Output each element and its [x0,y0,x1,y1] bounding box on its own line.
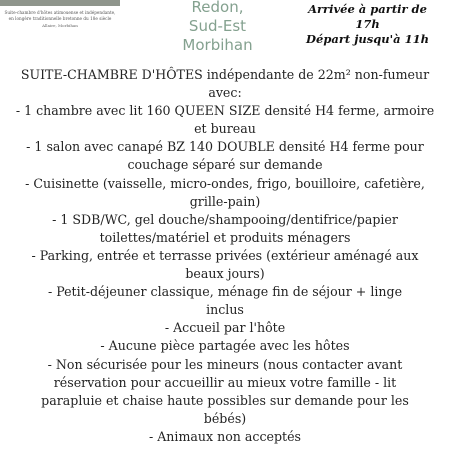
description-line: et bureau [194,121,256,137]
description-line: - Non sécurisée pour les mineurs (nous contacter avant [47,356,403,372]
description-line: - Petit-déjeuner classique, ménage fin de séjour + linge [47,284,403,300]
description-line: avec: [208,85,242,101]
logo-tagline-1: Suite-chambre d'hôtes atimouense et indépendante, [4,10,116,15]
description-line: - Cuisinette (vaisselle, micro-ondes, frigo, bouilloire, cafetière, [25,175,425,191]
description-line: réservation pour accueillir au mieux votre famille - lit [53,374,397,390]
description-line: inclus [206,302,244,318]
description-line: - Aucune pièce partagée avec les hôtes [100,338,350,354]
location-line-2: Sud-Est [188,17,247,35]
logo-tagline-2: en longère traditionnelle bretonne du 18e siècle [8,16,112,21]
location-line-1: Redon, [191,0,244,16]
description-line: toilettes/matériel et produits ménagers [99,229,351,245]
departure-label: Départ jusqu'à 11h [306,32,429,46]
location [155,0,280,55]
description-line: - Accueil par l'hôte [164,320,286,336]
description-line: beaux jours) [185,266,265,282]
description-line: SUITE-CHAMBRE D'HÔTES indépendante de 22m² non-fumeur [20,67,430,82]
description-line: grille-pain) [189,193,261,209]
description-body [14,66,436,446]
description-line: - Parking, entrée et terrasse privées (extérieur aménagé aux [31,247,419,263]
arrival-label: Arrivée à partir de [308,2,427,16]
logo-place: Allaire, Morbihan [42,23,78,28]
description-line: bébés) [203,410,247,426]
description-line: - 1 chambre avec lit 160 QUEEN SIZE densité H4 ferme, armoire [15,103,435,119]
arrival-departure-times [285,2,450,47]
logo [0,0,120,54]
description-line: - Animaux non acceptés [148,428,302,444]
description-line: - 1 SDB/WC, gel douche/shampooing/dentifrice/papier [52,211,398,227]
description-line: couchage séparé sur demande [127,157,323,173]
arrival-time: 17h [355,17,380,31]
location-line-3: Morbihan [182,36,253,54]
header [0,0,450,56]
description-line: parapluie et chaise haute possibles sur demande pour les [41,392,409,408]
description-line: - 1 salon avec canapé BZ 140 DOUBLE densité H4 ferme pour [26,139,424,155]
logo-photo-strip [0,0,120,6]
